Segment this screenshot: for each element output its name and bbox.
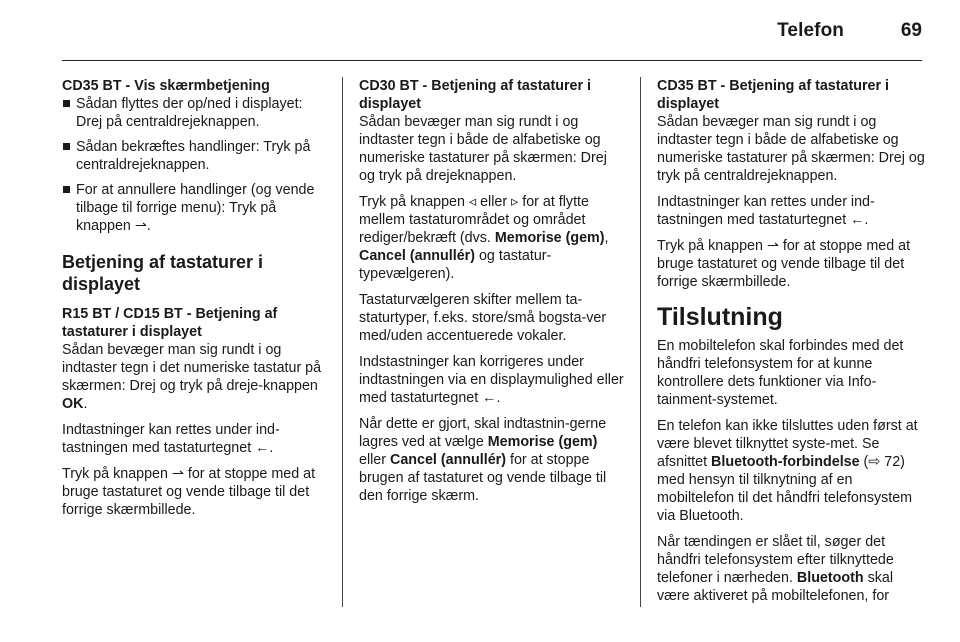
paragraph: Indtastninger kan rettes under ind-tastningen med tastaturtegnet ←. bbox=[62, 422, 280, 456]
paragraph: Indtastninger kan rettes under ind-tastningen med tastaturtegnet ←. bbox=[657, 194, 875, 228]
paragraph: Tryk på knappen ⇀ for at stoppe med at bruge tastaturet og vende tilbage til det forrige skærmbillede. bbox=[62, 466, 316, 518]
column-3 bbox=[657, 77, 925, 613]
section-title-keyboards: Betjening af tastaturer i displayet bbox=[62, 252, 264, 294]
column-divider-2 bbox=[640, 77, 641, 607]
page-title: Telefon bbox=[777, 20, 844, 41]
paragraph: Tastaturvælgeren skifter mellem ta-staturtyper, f.eks. store/små bogsta-ver med/uden accentuerede vokaler. bbox=[359, 292, 607, 344]
paragraph: Indstastninger kan korrigeres under indtastningen via en displaymulighed eller med tastaturtegnet ←. bbox=[359, 354, 624, 406]
bullet-list bbox=[62, 95, 328, 235]
paragraph: Sådan bevæger man sig rundt i og indtaster tegn i både de alfabetiske og numeriske tastaturer på skærmen: Drej og tryk på drejeknappen. bbox=[359, 114, 607, 184]
paragraph: Tryk på knappen ⇀ for at stoppe med at bruge tastaturet og vende tilbage til det forrige skærmbillede. bbox=[657, 238, 911, 290]
list-item: For at annullere handlinger (og vende tilbage til forrige menu): Tryk på knappen ⇀. bbox=[62, 181, 328, 235]
column-2 bbox=[359, 77, 625, 513]
column-divider-1 bbox=[342, 77, 343, 607]
subheading-cd35-keyboards: CD35 BT - Betjening af tastaturer i displayet bbox=[657, 78, 889, 112]
page-number: 69 bbox=[900, 20, 922, 41]
paragraph: Når dette er gjort, skal indtastnin-gerne lagres ved at vælge Memorise (gem) eller Cancel (annullér) for at stoppe brugen af tastaturet og vende tilbage til den forrige skærm. bbox=[359, 416, 607, 504]
paragraph: Tryk på knappen ◃ eller ▹ for at flytte mellem tastaturområdet og området rediger/bekræft (dvs. Memorise (gem), Cancel (annullér) og tastatur-typevælgeren). bbox=[359, 194, 609, 282]
subheading-cd30: CD30 BT - Betjening af tastaturer i displayet bbox=[359, 78, 591, 112]
paragraph: Sådan bevæger man sig rundt i og indtaster tegn i det numeriske tastatur på skærmen: Drej og tryk på dreje-knappen OK. bbox=[62, 342, 322, 412]
subheading-r15-cd15: R15 BT / CD15 BT - Betjening af tastaturer i displayet bbox=[62, 306, 278, 340]
paragraph: En mobiltelefon skal forbindes med det håndfri telefonsystem for at kunne kontrollere dets funktioner via Info-tainment-systemet. bbox=[657, 338, 904, 408]
column-1 bbox=[62, 77, 328, 527]
paragraph: Når tændingen er slået til, søger det håndfri telefonsystem efter tilknyttede telefoner i nærheden. Bluetooth skal være aktiveret på mobiltelefonen, for bbox=[657, 534, 894, 604]
paragraph: Sådan bevæger man sig rundt i og indtaster tegn i både de alfabetiske og numeriske tastaturer på skærmen: Drej og tryk på centraldrejeknappen. bbox=[657, 114, 925, 184]
subheading-cd35-display: CD35 BT - Vis skærmbetjening bbox=[62, 78, 270, 94]
list-item: Sådan flyttes der op/ned i displayet: Drej på centraldrejeknappen. bbox=[62, 95, 328, 131]
paragraph: En telefon kan ikke tilsluttes uden først at være blevet tilknyttet syste-met. Se afsnittet Bluetooth-forbindelse (⇨ 72) med hensyn til tilknytning af en mobiltelefon til det håndfri telefonsystem via Bluetooth. bbox=[657, 418, 918, 524]
section-title-connection: Tilslutning bbox=[657, 303, 783, 331]
page-header bbox=[0, 0, 960, 62]
header-divider bbox=[62, 60, 922, 61]
list-item: Sådan bekræftes handlinger: Tryk på centraldrejeknappen. bbox=[62, 138, 328, 174]
